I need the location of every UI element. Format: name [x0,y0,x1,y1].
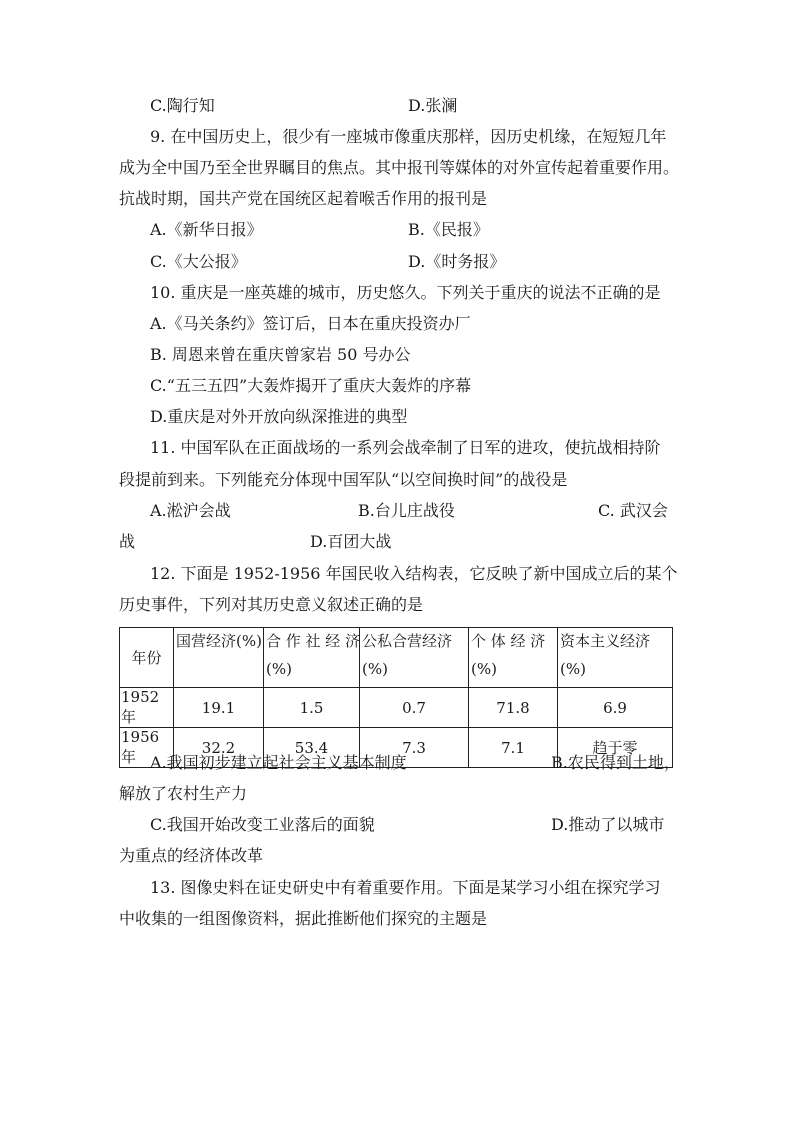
table-header-year: 年份 [120,628,174,688]
table-header-unit: (%) [362,660,388,678]
q12-option-b: B.农民得到土地， [551,753,680,772]
q10-option-b: B. 周恩来曾在重庆曾家岩 50 号办公 [150,345,411,364]
table-header-label: 资本主义经济 [560,632,651,650]
q9-stem-line-2: 成为全中国乃至全世界瞩目的焦点。其中报刊等媒体的对外宣传起着重要作用。 [119,158,680,177]
q9-option-d: D.《时务报》 [408,252,506,271]
q9-option-a: A.《新华日报》 [150,220,263,239]
q10-option-a: A.《马关条约》签订后，日本在重庆投资办厂 [150,314,471,333]
table-header-state [174,628,264,688]
q10-stem: 10. 重庆是一座英雄的城市，历史悠久。下列关于重庆的说法不正确的是 [150,283,661,302]
table-header-label: 合 作 社 经 济 [266,632,361,650]
table-cell: 32.2 [174,728,264,768]
q12-stem-line-2: 历史事件，下列对其历史意义叙述正确的是 [119,595,424,614]
q13-stem-line-2: 中收集的一组图像资料，据此推断他们探究的主题是 [119,909,488,928]
table-cell: 53.4 [264,728,360,768]
q11-stem-line-1: 11. 中国军队在正面战场的一系列会战牵制了日军的进攻，使抗战相持阶 [150,438,661,457]
q11-option-c-wrap: 战 [119,532,136,551]
table-cell: 7.1 [469,728,558,768]
q13-stem-line-1: 13. 图像史料在证史研史中有着重要作用。下面是某学习小组在探究学习 [150,878,661,897]
q12-stem-line-1: 12. 下面是 1952-1956 年国民收入结构表，它反映了新中国成立后的某个 [150,564,678,583]
table-header-joint [360,628,469,688]
q10-option-d: D.重庆是对外开放向纵深推进的典型 [150,407,408,426]
q8-option-d: D.张澜 [408,96,458,115]
q11-stem-line-2: 段提前到来。下列能充分体现中国军队“以空间换时间”的战役是 [119,470,568,489]
q8-option-c: C.陶行知 [150,96,215,115]
q9-option-b: B.《民报》 [408,220,489,239]
q12-option-a: A.我国初步建立起社会主义基本制度 [150,753,407,772]
table-cell: 0.7 [360,688,469,728]
table-row [120,688,673,728]
income-structure-table [119,627,673,768]
q10-option-c: C.“五三五四”大轰炸揭开了重庆大轰炸的序幕 [150,376,472,395]
table-cell: 71.8 [469,688,558,728]
table-header-capitalist [558,628,673,688]
q12-option-d-wrap: 为重点的经济体改革 [119,846,264,865]
table-cell-year: 1956 年 [120,728,174,768]
q12-option-b-wrap: 解放了农村生产力 [119,784,248,803]
table-header-unit: (%) [560,660,586,678]
table-cell: 1.5 [264,688,360,728]
table-header-individual [469,628,558,688]
q11-option-a: A.淞沪会战 [150,501,231,520]
table-header-label: 国营经济(%) [176,632,262,650]
table-header-unit: (%) [471,660,497,678]
table-cell: 趋于零 [558,728,673,768]
q12-option-d: D.推动了以城市 [551,815,665,834]
table-cell: 19.1 [174,688,264,728]
q11-option-b: B.台儿庄战役 [358,501,455,520]
table-header-cooperative [264,628,360,688]
table-header-unit: (%) [266,660,292,678]
table-header-label: 公私合营经济 [362,632,453,650]
q11-option-d: D.百团大战 [310,532,392,551]
q9-stem-line-3: 抗战时期，国共产党在国统区起着喉舌作用的报刊是 [119,189,488,208]
q12-option-c: C.我国开始改变工业落后的面貌 [150,815,375,834]
table-cell-year: 1952 年 [120,688,174,728]
table-cell: 6.9 [558,688,673,728]
q9-option-c: C.《大公报》 [150,252,247,271]
q11-option-c: C. 武汉会 [598,501,668,520]
table-header-label: 个 体 经 济 [471,632,546,650]
table-cell: 7.3 [360,728,469,768]
q9-stem-line-1: 9. 在中国历史上，很少有一座城市像重庆那样，因历史机缘，在短短几年 [150,127,667,146]
